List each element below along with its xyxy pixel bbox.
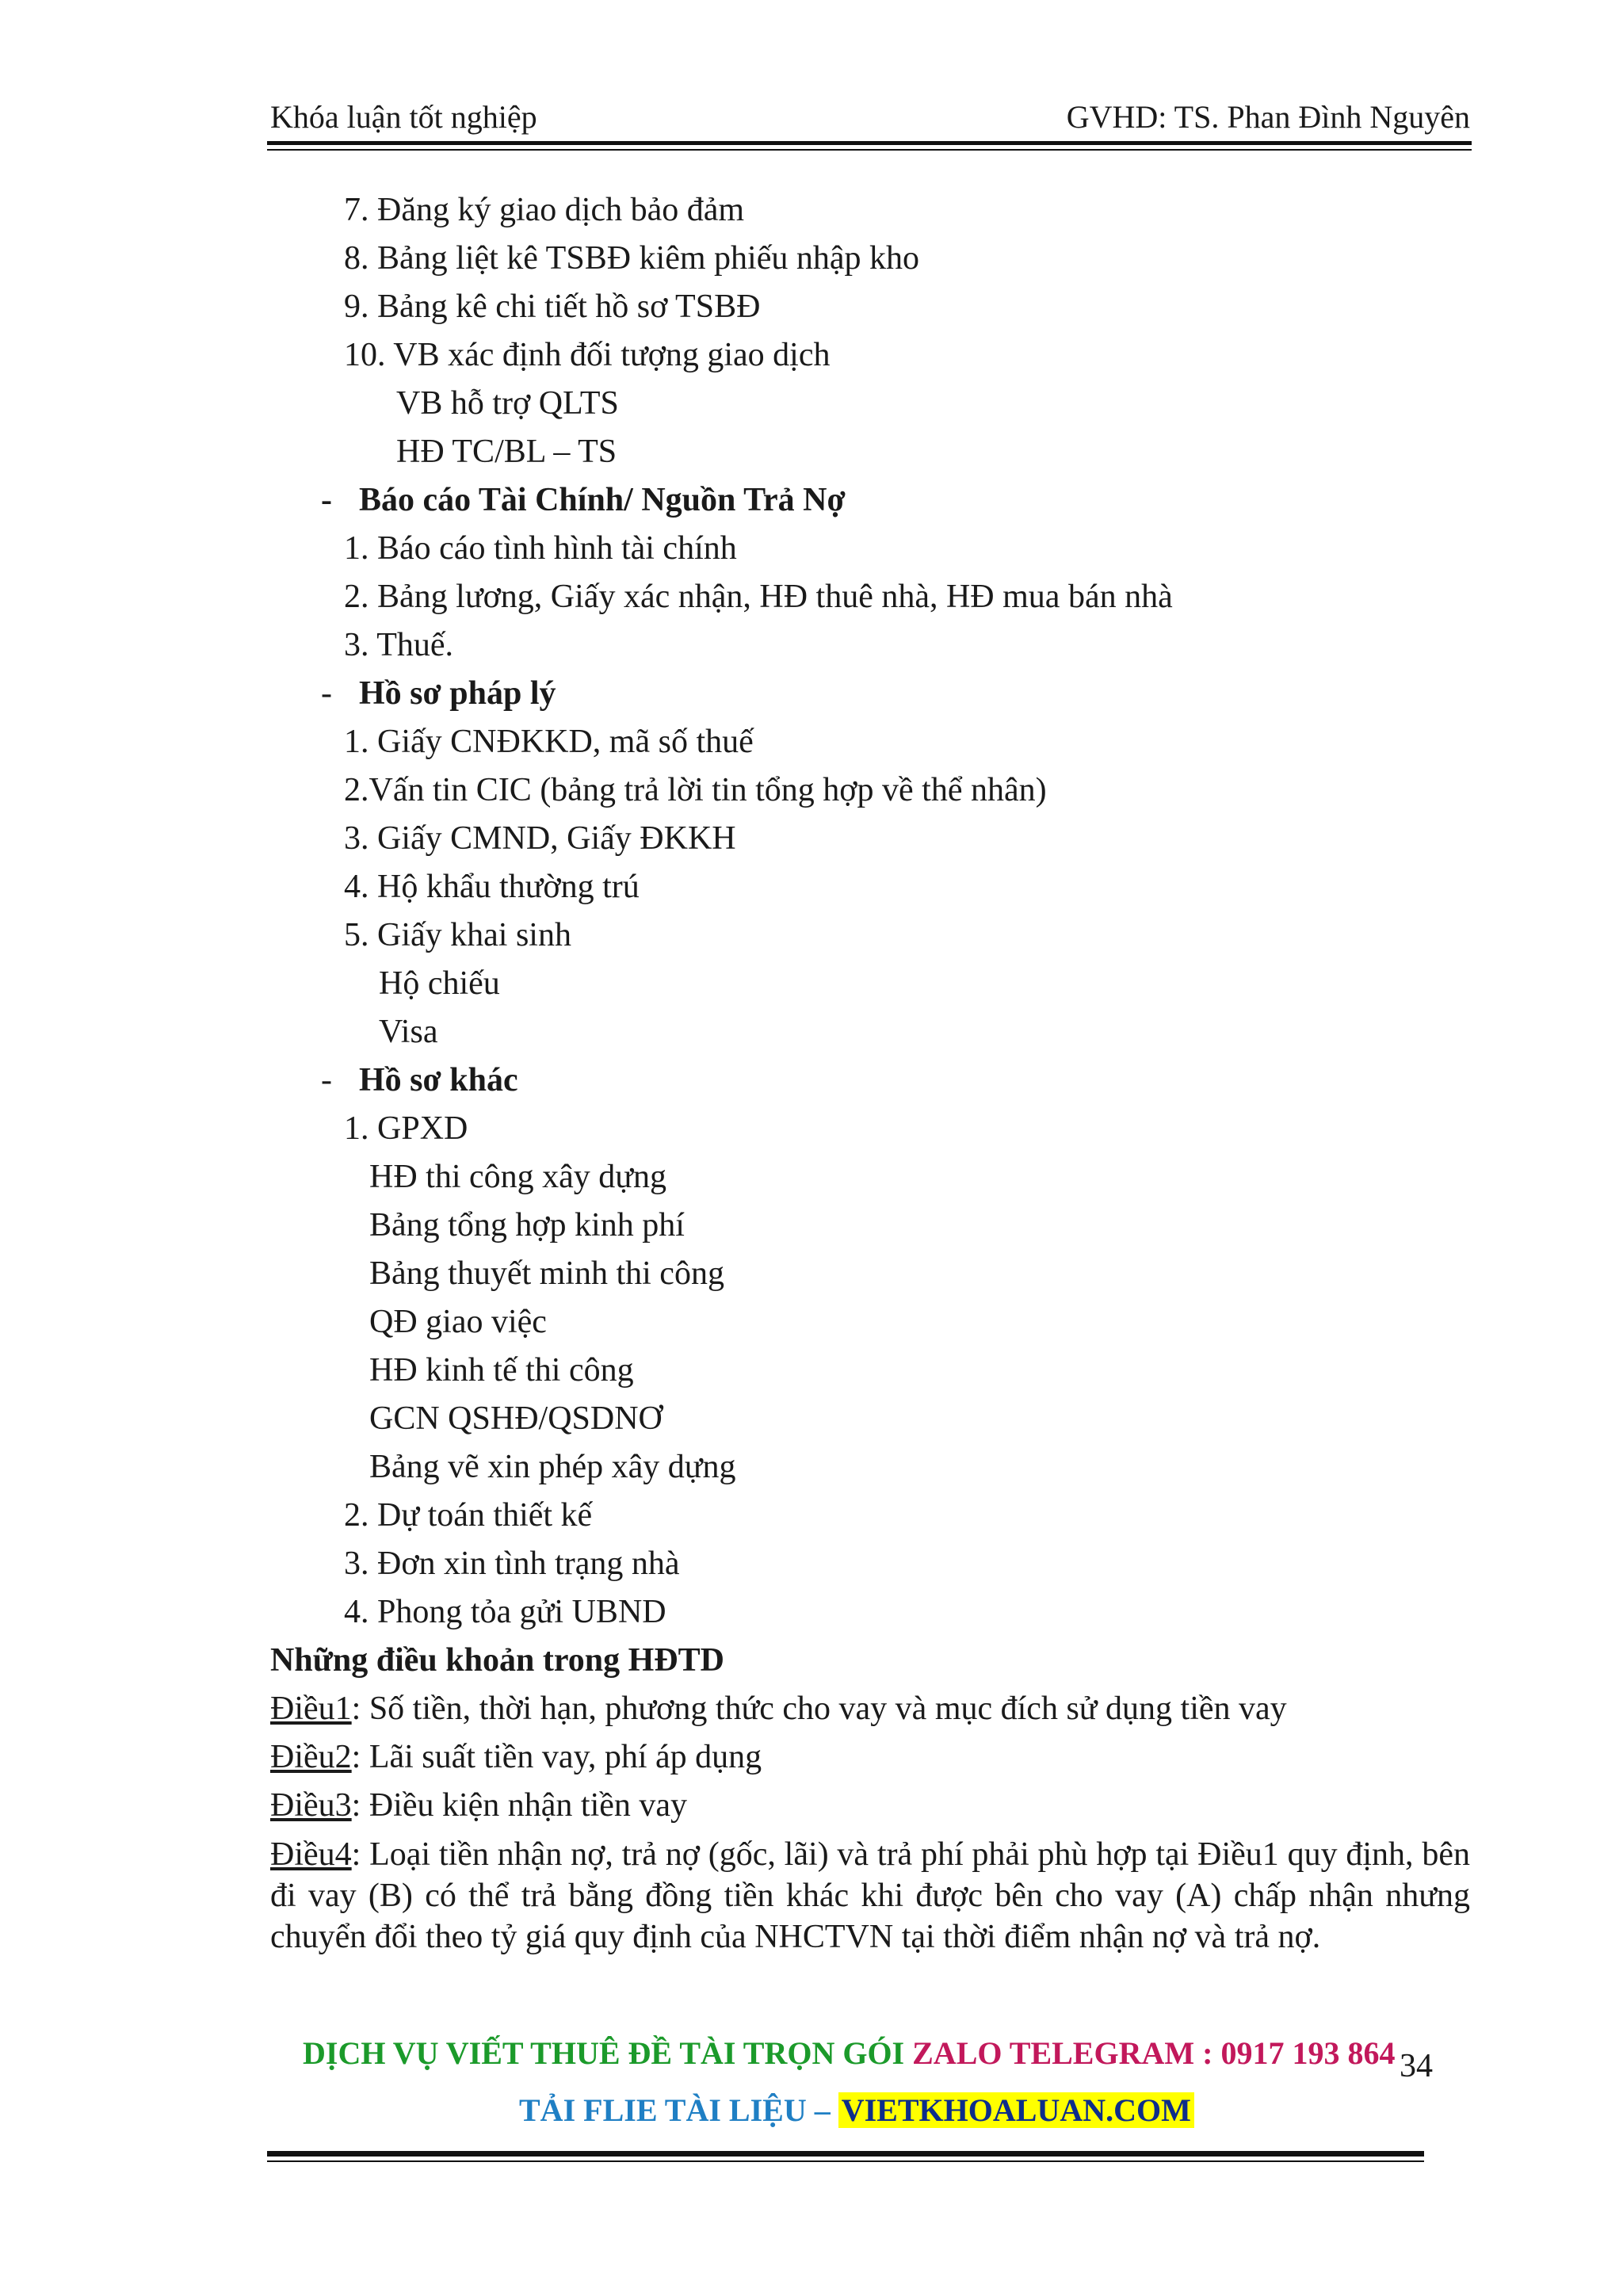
- list-item: 8. Bảng liệt kê TSBĐ kiêm phiếu nhập kho: [344, 240, 919, 277]
- list-item: 4. Phong tỏa gửi UBND: [344, 1594, 666, 1630]
- list-subitem: Bảng vẽ xin phép xây dựng: [369, 1449, 736, 1485]
- term-label: Điều4: [270, 1836, 352, 1873]
- list-item: 3. Giấy CMND, Giấy ĐKKH: [344, 820, 736, 857]
- term-label: Điều3: [270, 1787, 352, 1824]
- list-item: 2.Vấn tin CIC (bảng trả lời tin tổng hợp về thể nhân): [344, 772, 1047, 808]
- section-heading-financial: Báo cáo Tài Chính/ Nguồn Trả Nợ: [359, 482, 846, 518]
- list-item: 4. Hộ khẩu thường trú: [344, 869, 640, 905]
- section-dash: -: [321, 482, 332, 518]
- footer-site-link[interactable]: VIETKHOALUAN.COM: [838, 2092, 1194, 2128]
- list-subitem: Visa: [379, 1014, 438, 1050]
- footer-download-line: [519, 2089, 1194, 2132]
- list-item: 1. Báo cáo tình hình tài chính: [344, 530, 737, 567]
- term-label: Điều1: [270, 1690, 352, 1727]
- list-subitem: HĐ kinh tế thi công: [369, 1352, 634, 1389]
- footer-rule-thin: [267, 2160, 1424, 2162]
- section-dash: -: [321, 675, 332, 712]
- page-number: 34: [1400, 2048, 1433, 2084]
- footer-contact: ZALO TELEGRAM : 0917 193 864: [912, 2035, 1396, 2071]
- term-line-1: [270, 1686, 1287, 1732]
- list-item: 5. Giấy khai sinh: [344, 917, 571, 953]
- list-item: 2. Bảng lương, Giấy xác nhận, HĐ thuê nhà, HĐ mua bán nhà: [344, 579, 1173, 615]
- list-item: 1. Giấy CNĐKKD, mã số thuế: [344, 724, 754, 760]
- list-item: 10. VB xác định đối tượng giao dịch: [344, 337, 831, 373]
- list-subitem: Hộ chiếu: [379, 965, 500, 1002]
- header-thesis-title: Khóa luận tốt nghiệp: [270, 99, 537, 135]
- term-text: : Số tiền, thời hạn, phương thức cho vay và mục đích sử dụng tiền vay: [351, 1690, 1287, 1727]
- footer-service: DỊCH VỤ VIẾT THUÊ ĐỀ TÀI TRỌN GÓI: [303, 2035, 913, 2071]
- term-line-2: [270, 1734, 762, 1780]
- header-advisor: GVHD: TS. Phan Đình Nguyên: [1066, 99, 1470, 135]
- list-subitem: HĐ TC/BL – TS: [396, 434, 617, 470]
- footer-service-line: [303, 2032, 1395, 2075]
- term-label: Điều2: [270, 1739, 352, 1775]
- list-subitem: Bảng tổng hợp kinh phí: [369, 1207, 685, 1244]
- term-text: : Lãi suất tiền vay, phí áp dụng: [351, 1739, 762, 1775]
- header-rule-thick: [267, 141, 1472, 145]
- list-subitem: GCN QSHĐ/QSDNƠ: [369, 1400, 663, 1437]
- term-text: : Điều kiện nhận tiền vay: [351, 1787, 688, 1824]
- footer-download: TẢI FLIE TÀI LIỆU –: [519, 2092, 838, 2128]
- terms-heading: Những điều khoản trong HĐTD: [270, 1642, 724, 1679]
- term-line-3: [270, 1782, 687, 1828]
- list-subitem: Bảng thuyết minh thi công: [369, 1255, 724, 1292]
- list-item: 9. Bảng kê chi tiết hồ sơ TSBĐ: [344, 288, 761, 325]
- footer-rule-thick: [267, 2151, 1424, 2157]
- section-dash: -: [321, 1062, 332, 1098]
- list-subitem: QĐ giao việc: [369, 1304, 547, 1340]
- list-item: 3. Đơn xin tình trạng nhà: [344, 1545, 680, 1582]
- list-item: 3. Thuế.: [344, 627, 454, 663]
- section-heading-other: Hồ sơ khác: [359, 1062, 518, 1098]
- term-paragraph-4: [270, 1834, 1470, 1958]
- list-subitem: HĐ thi công xây dựng: [369, 1159, 667, 1195]
- section-heading-legal: Hồ sơ pháp lý: [359, 675, 556, 712]
- header-rule-thin: [267, 149, 1472, 151]
- list-item: 2. Dự toán thiết kế: [344, 1497, 593, 1534]
- list-subitem: VB hỗ trợ QLTS: [396, 385, 619, 422]
- term-text: : Loại tiền nhận nợ, trả nợ (gốc, lãi) và trả phí phải phù hợp tại Điều1 quy định, bên đi vay (B) có thể trả bằng đồng tiền khác khi được bên cho vay (A) chấp nhận nhưng chuyển đổi theo tỷ giá quy định của NHCTVN tại thời điểm nhận nợ và trả nợ.: [270, 1836, 1470, 1955]
- list-item: 1. GPXD: [344, 1110, 468, 1147]
- list-item: 7. Đăng ký giao dịch bảo đảm: [344, 192, 745, 228]
